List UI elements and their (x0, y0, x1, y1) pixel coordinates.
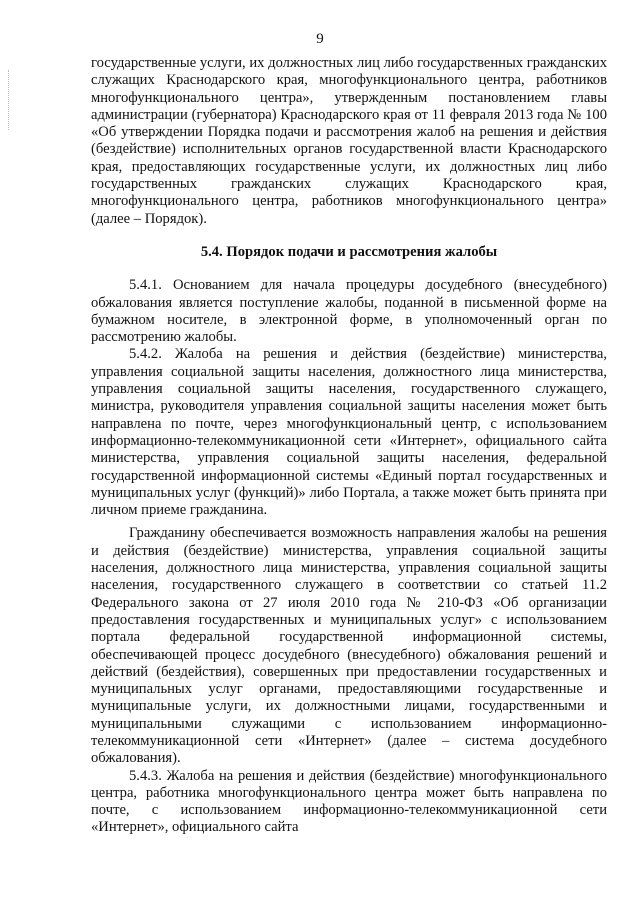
margin-mark (8, 70, 11, 130)
paragraph-5-4-3: 5.4.3. Жалоба на решения и действия (бездействие) многофункционального центра, работника многофункционального центра может быть направлена по почте, с использованием информационно-телекоммуникационной сети «Интернет», официального сайта (91, 767, 607, 836)
paragraph-citizen-rights: Гражданину обеспечивается возможность направления жалобы на решения и действия (бездействие) министерства, управления социальной защиты населения, должностного лица министерства, управления социальной защиты населения, государственного служащего в соответствии со статьей 11.2 Федерального закона от 27 июля 2010 года № 210-ФЗ «Об организации предоставления государственных и муниципальных услуг» с использованием портала федеральной государственной информационной системы, обеспечивающей процесс досудебного (внесудебного) обжалования решений и действий (бездействия), совершенных при предоставлении государственных и муниципальных услуг органами, предоставляющими государственные и муниципальные услуги, их должностными лицами, государственными и муниципальными служащими с использованием информационно-телекоммуникационной сети «Интернет» (далее – система досудебного обжалования). (91, 525, 607, 767)
section-heading: 5.4. Порядок подачи и рассмотрения жалобы (200, 243, 498, 260)
document-body (91, 55, 607, 837)
paragraph-continuation: государственные услуги, их должностных лиц либо государственных гражданских служащих Краснодарского края, многофункционального центра, работников многофункционального центра», утвержденным постановлением главы администрации (губернатора) Краснодарского края от 11 февраля 2013 года № 100 «Об утверждении Порядка подачи и рассмотрения жалоб на решения и действия (бездействие) исполнительных органов государственной власти Краснодарского края, предоставляющих государственные услуги, их должностных лиц либо государственных гражданских служащих Краснодарского края, многофункционального центра, работников многофункционального центра» (далее – Порядок). (91, 55, 607, 227)
paragraph-5-4-2: 5.4.2. Жалоба на решения и действия (бездействие) министерства, управления социальной защиты населения, должностного лица министерства, управления социальной защиты населения, государственного служащего, министра, руководителя управления социальной защиты населения может быть направлена по почте, через многофункциональный центр, с использованием информационно-телекоммуникационной сети «Интернет», официального сайта министерства, управления социальной защиты населения, федеральной государственной информационной системы «Единый портал государственных и муниципальных услуг (функций)» либо Портала, а также может быть принята при личном приеме гражданина. (91, 346, 607, 519)
page-number: 9 (316, 31, 324, 47)
paragraph-5-4-1: 5.4.1. Основанием для начала процедуры досудебного (внесудебного) обжалования является поступление жалобы, поданной в письменной форме на бумажном носителе, в электронной форме, в уполномоченный орган по рассмотрению жалобы. (91, 277, 607, 346)
